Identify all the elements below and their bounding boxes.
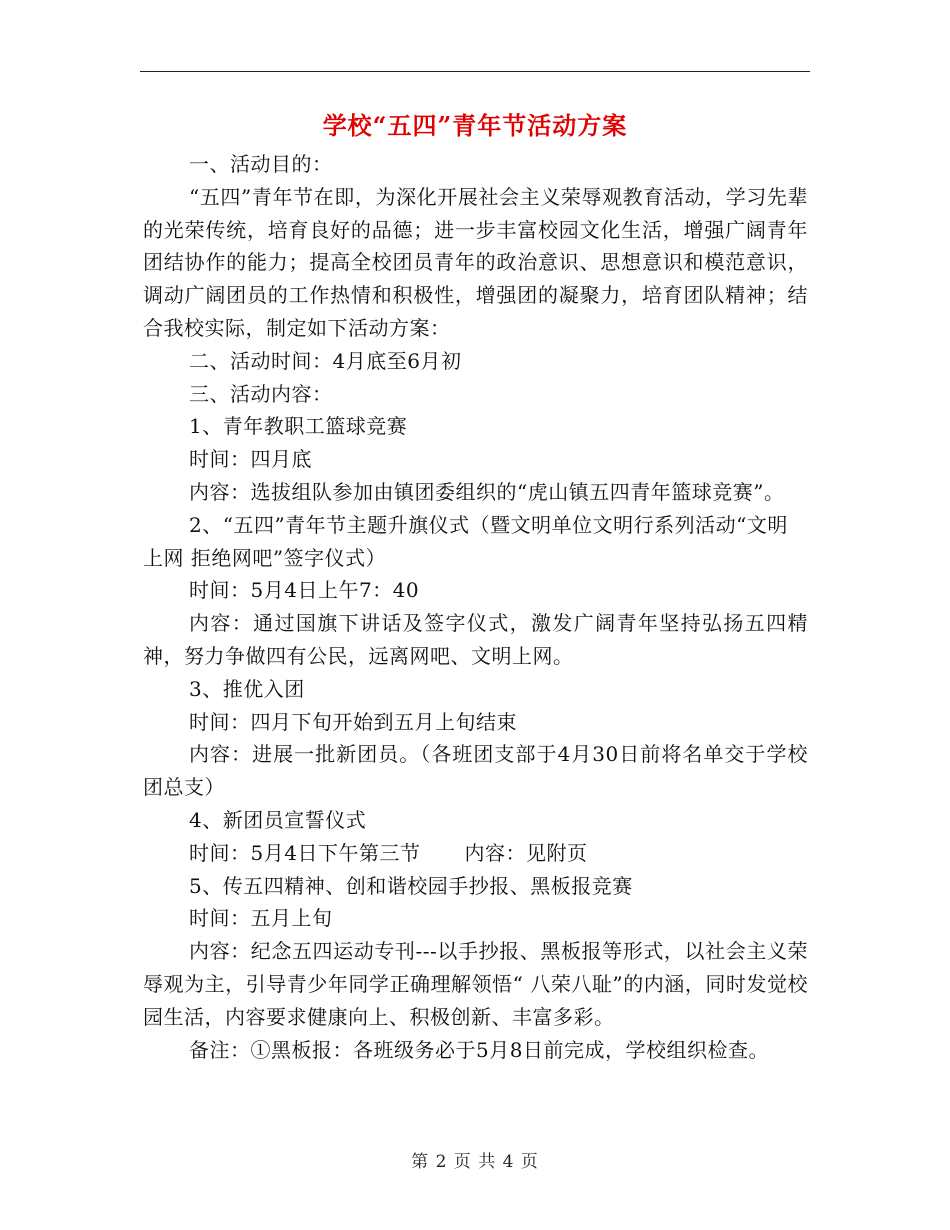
- item-3-heading: 3、推优入团: [189, 676, 305, 701]
- item-5-content: 内容：纪念五四运动专刊---以手抄报、黑板报等形式，以社会主义荣辱观为主，引导青少年同学正确理解领悟“ 八荣八耻”的内涵，同时发觉校园生活，内容要求健康向上、积极创新、丰富多彩。: [143, 939, 808, 1029]
- section-heading-content: 三、活动内容：: [189, 381, 333, 406]
- item-2-content: 内容：通过国旗下讲话及签字仪式，激发广阔青年坚持弘扬五四精神，努力争做四有公民，远离网吧、文明上网。: [143, 611, 808, 668]
- section-heading-time: 二、活动时间：4月底至6月初: [189, 348, 462, 373]
- section-heading-purpose: 一、活动目的：: [189, 152, 333, 176]
- item-2-time: 时间：5月4日上午7：40: [189, 578, 420, 603]
- item-4-time-content: [143, 837, 808, 870]
- document-title: 学校“五四”青年节活动方案: [322, 111, 628, 140]
- item-4-content: 内容：见附页: [464, 840, 588, 865]
- item-2-heading: 2、“五四”青年节主题升旗仪式（暨文明单位文明行系列活动“文明上网 拒绝网吧”签字仪式）: [143, 512, 788, 570]
- document-body: [143, 148, 808, 1066]
- item-4-time: 时间：5月4日下午第三节: [189, 840, 421, 865]
- item-1-time: 时间：四月底: [189, 447, 312, 472]
- item-1-content: 内容：选拔组队参加由镇团委组织的“虎山镇五四青年篮球竞赛”。: [189, 479, 785, 504]
- item-4-heading: 4、新团员宣誓仪式: [189, 807, 367, 832]
- item-5-time: 时间：五月上旬: [189, 906, 333, 931]
- header-rule: [140, 71, 810, 72]
- item-1-heading: 1、青年教职工篮球竞赛: [189, 414, 408, 439]
- page-number: 第 2 页 共 4 页: [411, 1152, 539, 1172]
- purpose-paragraph: “五四”青年节在即，为深化开展社会主义荣辱观教育活动，学习先辈的光荣传统，培育良好的品德；进一步丰富校园文化生活，增强广阔青年团结协作的能力；提高全校团员青年的政治意识、思想意识和模范意识，调动广阔团员的工作热情和积极性，增强团的凝聚力，培育团队精神；结合我校实际，制定如下活动方案：: [143, 184, 808, 340]
- item-3-content: 内容：进展一批新团员。（各班团支部于4月30日前将名单交于学校团总支）: [143, 742, 808, 800]
- item-3-time: 时间：四月下旬开始到五月上旬结束: [189, 709, 517, 734]
- item-5-heading: 5、传五四精神、创和谐校园手抄报、黑板报竞赛: [189, 873, 633, 898]
- remark-paragraph: 备注：①黑板报：各班级务必于5月8日前完成，学校组织检查。: [189, 1037, 769, 1062]
